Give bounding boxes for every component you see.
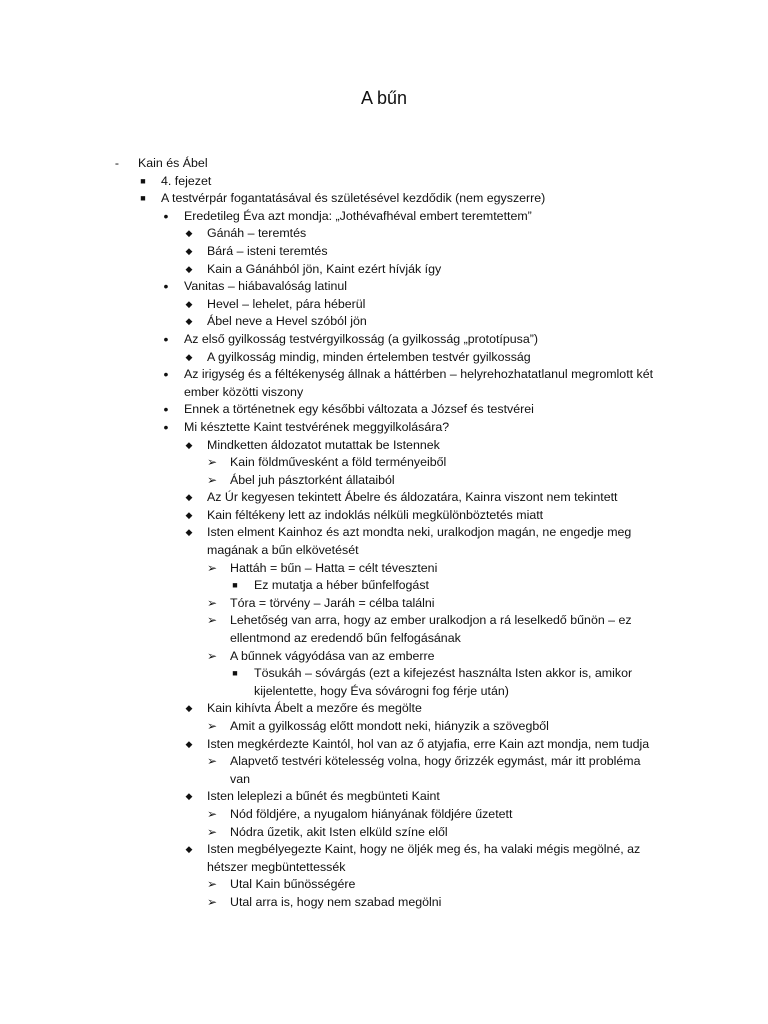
list-item-text: Kain a Gánáhból jön, Kaint ezért hívják így bbox=[207, 261, 442, 276]
list-item-text: A testvérpár fogantatásával és születésével kezdődik (nem egyszerre) bbox=[161, 191, 546, 206]
list-item bbox=[0, 454, 768, 472]
bullet-marker-icon: ◆ bbox=[185, 228, 193, 239]
bullet-marker-icon: ➢ bbox=[206, 595, 218, 610]
list-item bbox=[0, 612, 768, 647]
bullet-marker-icon: - bbox=[114, 156, 120, 170]
bullet-marker-icon: ◆ bbox=[185, 791, 193, 802]
bullet-marker-icon: ➢ bbox=[206, 613, 218, 628]
bullet-marker-icon: ➢ bbox=[206, 560, 218, 575]
list-item-text: Ennek a történetnek egy későbbi változata a József és testvérei bbox=[184, 402, 534, 417]
list-item-text: Mindketten áldozatot mutattak be Istennek bbox=[207, 437, 440, 452]
list-item-text: Kain kihívta Ábelt a mezőre és megölte bbox=[207, 701, 422, 716]
list-item bbox=[0, 753, 768, 788]
list-item-text: A gyilkosság mindig, minden értelemben testvér gyilkosság bbox=[207, 349, 531, 364]
bullet-marker-icon: ◆ bbox=[185, 439, 193, 450]
bullet-marker-icon: • bbox=[163, 418, 169, 435]
bullet-marker-icon: ◆ bbox=[185, 492, 193, 503]
bullet-marker-icon: ◆ bbox=[185, 509, 193, 520]
bullet-marker-icon: • bbox=[163, 207, 169, 224]
list-item-text: Eredetileg Éva azt mondja: „Jothévafhéval embert teremtettem” bbox=[184, 208, 532, 223]
list-item bbox=[0, 331, 768, 349]
bullet-marker-icon: ➢ bbox=[206, 754, 218, 769]
list-item bbox=[0, 190, 768, 208]
bullet-marker-icon: ◆ bbox=[185, 351, 193, 362]
list-item bbox=[0, 437, 768, 455]
list-item bbox=[0, 419, 768, 437]
list-item bbox=[0, 894, 768, 912]
list-item-text: Hevel – lehelet, pára héberül bbox=[207, 296, 366, 311]
list-item bbox=[0, 788, 768, 806]
list-item bbox=[0, 700, 768, 718]
list-item-text: Kain féltékeny lett az indoklás nélküli megkülönböztetés miatt bbox=[207, 507, 544, 522]
bullet-marker-icon: ◆ bbox=[185, 245, 193, 256]
list-item bbox=[0, 278, 768, 296]
list-item bbox=[0, 736, 768, 754]
bullet-marker-icon: ■ bbox=[140, 193, 146, 204]
list-item bbox=[0, 524, 768, 559]
list-item bbox=[0, 489, 768, 507]
list-item bbox=[0, 366, 768, 401]
list-item bbox=[0, 296, 768, 314]
list-item-text: Kain és Ábel bbox=[138, 156, 208, 170]
list-item-text: Isten megbélyegezte Kaint, hogy ne öljék meg és, ha valaki mégis megölné, az hétszer megbüntettessék bbox=[207, 842, 641, 874]
list-item bbox=[0, 824, 768, 842]
list-item-text: Mi késztette Kaint testvérének meggyilkolására? bbox=[184, 419, 450, 434]
bullet-marker-icon: ➢ bbox=[206, 719, 218, 733]
list-item bbox=[0, 507, 768, 525]
bullet-marker-icon: ◆ bbox=[185, 316, 193, 327]
list-item-text: Alapvető testvéri kötelesség volna, hogy őrizzék egymást, már itt probléma van bbox=[230, 754, 641, 786]
list-item bbox=[0, 225, 768, 243]
list-item bbox=[0, 313, 768, 331]
list-item bbox=[0, 472, 768, 490]
list-item bbox=[0, 876, 768, 894]
list-item bbox=[0, 173, 768, 191]
list-item bbox=[0, 595, 768, 613]
bullet-marker-icon: ➢ bbox=[206, 806, 218, 821]
list-item-text: Utal Kain bűnösségére bbox=[230, 877, 356, 892]
list-item-text: Az Úr kegyesen tekintett Ábelre és áldozatára, Kainra viszont nem tekintett bbox=[207, 490, 618, 505]
list-item bbox=[0, 665, 768, 700]
list-item-text: Az irigység és a féltékenység állnak a háttérben – helyrehozhatatlanul megromlott két ember közötti viszony bbox=[184, 367, 654, 399]
list-item-text: Az első gyilkosság testvérgyilkosság (a gyilkosság „prototípusa”) bbox=[184, 331, 538, 346]
bullet-marker-icon: ➢ bbox=[206, 455, 218, 470]
bullet-marker-icon: ◆ bbox=[185, 527, 193, 538]
list-item bbox=[0, 155, 768, 173]
bullet-marker-icon: ◆ bbox=[185, 844, 193, 855]
list-item bbox=[0, 841, 768, 876]
list-item-text: Tösukáh – sóvárgás (ezt a kifejezést használta Isten akkor is, amikor kijelentette, hogy Éva sóvárogni fog férje után) bbox=[254, 666, 633, 698]
list-item-text: Hattáh = bűn – Hatta = célt téveszteni bbox=[230, 560, 438, 575]
list-item-text: Amit a gyilkosság előtt mondott neki, hiányzik a szövegből bbox=[230, 719, 549, 733]
list-item bbox=[0, 806, 768, 824]
page-title: A bűn bbox=[360, 88, 408, 108]
list-item-text: Ábel neve a Hevel szóból jön bbox=[207, 314, 367, 329]
document-body bbox=[0, 155, 768, 912]
bullet-marker-icon: ➢ bbox=[206, 877, 218, 892]
bullet-marker-icon: ◆ bbox=[185, 738, 193, 749]
bullet-marker-icon: ◆ bbox=[185, 703, 193, 714]
list-item bbox=[0, 401, 768, 419]
bullet-marker-icon: ➢ bbox=[206, 472, 218, 487]
list-item-text: Nódra űzetik, akit Isten elküld színe elől bbox=[230, 824, 448, 839]
list-item bbox=[0, 208, 768, 226]
list-item bbox=[0, 243, 768, 261]
list-item-text: Kain földművesként a föld terményeiből bbox=[230, 455, 447, 470]
list-item-text: Lehetőség van arra, hogy az ember uralkodjon a rá leselkedő bűnön – ez ellentmond az eredendő bűn felfogásának bbox=[230, 613, 632, 646]
bullet-marker-icon: ■ bbox=[140, 175, 146, 186]
list-item bbox=[0, 577, 768, 595]
list-item-text: 4. fejezet bbox=[161, 173, 212, 188]
list-item bbox=[0, 718, 768, 736]
bullet-marker-icon: • bbox=[163, 401, 169, 418]
list-item bbox=[0, 560, 768, 578]
bullet-marker-icon: • bbox=[163, 278, 169, 295]
list-item-text: Ábel juh pásztorként állataiból bbox=[230, 472, 395, 487]
list-item bbox=[0, 261, 768, 279]
list-item bbox=[0, 648, 768, 666]
bullet-marker-icon: • bbox=[163, 366, 169, 383]
list-item-text: Vanitas – hiábavalóság latinul bbox=[184, 279, 348, 294]
bullet-marker-icon: ◆ bbox=[185, 263, 193, 274]
bullet-marker-icon: ■ bbox=[232, 668, 238, 679]
list-item bbox=[0, 349, 768, 367]
list-item-text: Isten elment Kainhoz és azt mondta neki, uralkodjon magán, ne engedje meg magának a bűn elkövetését bbox=[207, 525, 632, 558]
list-item-text: Ez mutatja a héber bűnfelfogást bbox=[254, 578, 429, 593]
list-item-text: Isten megkérdezte Kaintól, hol van az ő atyjafia, erre Kain azt mondja, nem tudja bbox=[207, 736, 650, 751]
bullet-marker-icon: ➢ bbox=[206, 648, 218, 663]
bullet-marker-icon: • bbox=[163, 330, 169, 347]
bullet-marker-icon: ■ bbox=[232, 580, 238, 591]
bullet-marker-icon: ◆ bbox=[185, 298, 193, 309]
list-item-text: Nód földjére, a nyugalom hiányának földjére űzetett bbox=[230, 806, 513, 821]
bullet-marker-icon: ➢ bbox=[206, 894, 218, 909]
list-item-text: A bűnnek vágyódása van az emberre bbox=[230, 648, 435, 663]
list-item-text: Tóra = törvény – Jaráh = célba találni bbox=[230, 595, 435, 610]
list-item-text: Isten leleplezi a bűnét és megbünteti Kaint bbox=[207, 789, 440, 804]
list-item-text: Gánáh – teremtés bbox=[207, 226, 307, 241]
bullet-marker-icon: ➢ bbox=[206, 824, 218, 839]
list-item-text: Utal arra is, hogy nem szabad megölni bbox=[230, 894, 442, 909]
list-item-text: Bárá – isteni teremtés bbox=[207, 243, 328, 258]
